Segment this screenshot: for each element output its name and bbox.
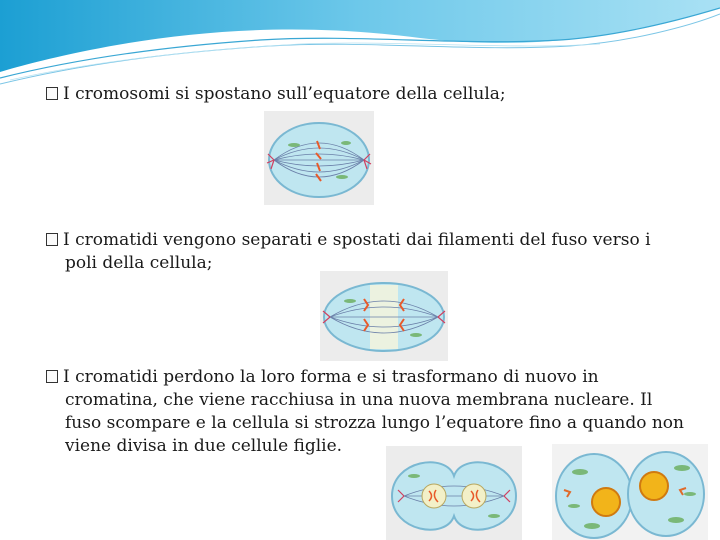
header-wave-banner: [0, 0, 720, 90]
bullet-3-text: I cromatidi perdono la loro forma e si trasformano di nuovo in cromatina, che viene racchiusa in una nuova membrana nucleare. Il fuso scompare e la cellula si strozza lungo l’equatore fino a quando non viene divisa in due cellule figlie.: [63, 367, 684, 456]
bullet-1-text: I cromosomi si spostano sull’equatore della cellula;: [63, 84, 506, 104]
bullet-marker-icon: [46, 370, 58, 383]
telophase-cell-illustration: [386, 446, 522, 540]
bullet-marker-icon: [46, 87, 58, 100]
bullet-2-text: I cromatidi vengono separati e spostati dai filamenti del fuso verso i poli della cellula;: [63, 230, 651, 273]
anaphase-cell-illustration: [320, 271, 448, 361]
cytokinesis-cell-illustration: [552, 444, 708, 540]
bullet-marker-icon: [46, 233, 58, 246]
metaphase-cell-illustration: [264, 111, 374, 205]
bullet-2: [46, 229, 685, 275]
bullet-1: [46, 83, 686, 106]
